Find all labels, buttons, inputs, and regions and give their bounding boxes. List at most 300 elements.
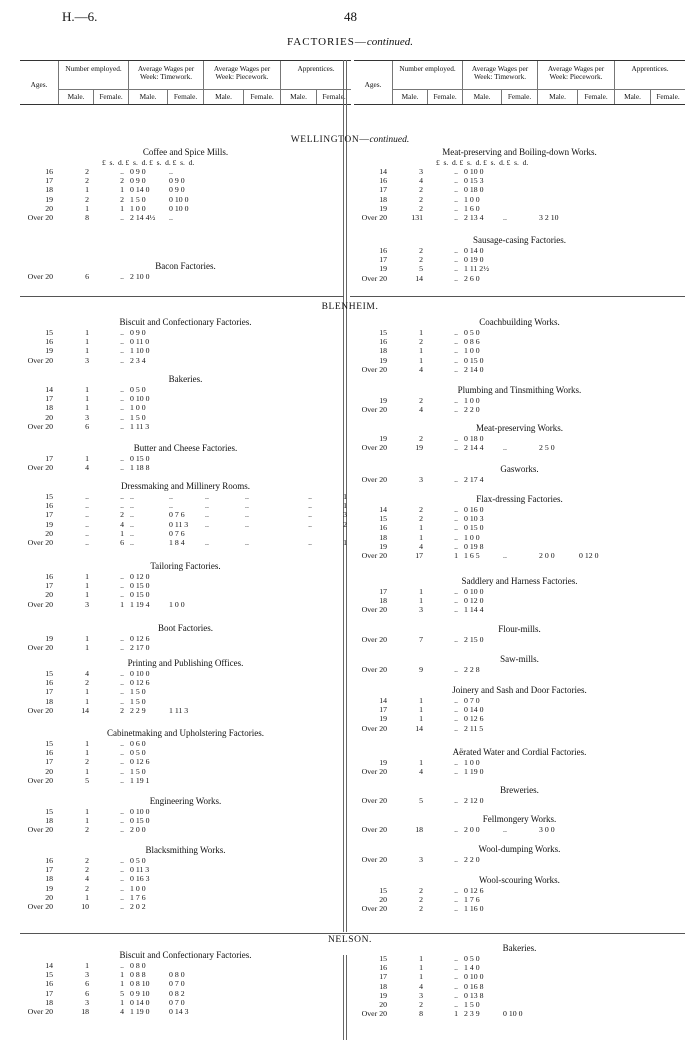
table-cell bbox=[243, 463, 280, 472]
table-row bbox=[20, 748, 351, 757]
section-title: Wool-scouring Works. bbox=[479, 875, 560, 885]
table-cell bbox=[316, 643, 351, 652]
table-cell bbox=[577, 991, 614, 1000]
table-cell bbox=[501, 904, 537, 913]
table-cell bbox=[501, 855, 537, 864]
table-cell bbox=[243, 979, 280, 988]
table-cell: .. bbox=[503, 212, 507, 222]
table-cell: 0 10 0 bbox=[464, 587, 484, 596]
table-cell bbox=[167, 572, 203, 581]
table-cell bbox=[280, 185, 316, 194]
table-cell bbox=[167, 422, 203, 431]
table-cell bbox=[243, 572, 280, 581]
table-cell: Over 20 bbox=[27, 599, 53, 609]
table-cell bbox=[316, 865, 351, 874]
table-cell bbox=[577, 337, 614, 346]
table-row bbox=[354, 356, 685, 365]
table-cell: 2 17 4 bbox=[464, 475, 484, 484]
table-cell bbox=[577, 274, 614, 283]
table-cell bbox=[280, 874, 316, 883]
table-cell bbox=[243, 884, 280, 893]
table-cell: Over 20 bbox=[361, 635, 387, 644]
table-cell bbox=[167, 385, 203, 394]
table-cell bbox=[650, 895, 685, 904]
table-cell: 2 12 0 bbox=[464, 796, 484, 805]
table-cell: 1 5 0 bbox=[130, 766, 146, 776]
table-cell bbox=[280, 697, 316, 706]
table-row bbox=[20, 970, 351, 979]
table-cell bbox=[203, 581, 243, 590]
table-cell: 2 5 0 bbox=[539, 443, 555, 453]
table-cell bbox=[243, 739, 280, 748]
table-cell: 1 bbox=[454, 1009, 458, 1019]
table-cell bbox=[203, 902, 243, 911]
table-cell: 0 14 0 bbox=[130, 997, 150, 1007]
table-cell: 4 bbox=[85, 463, 89, 473]
section-title: Saddlery and Harness Factories. bbox=[461, 576, 578, 586]
table-row bbox=[354, 991, 685, 1000]
table-cell bbox=[203, 893, 243, 902]
table-cell bbox=[537, 696, 577, 705]
table-cell bbox=[167, 697, 203, 706]
section bbox=[20, 444, 351, 472]
table-cell: 18 bbox=[379, 532, 387, 542]
table-row bbox=[20, 572, 351, 581]
table-cell bbox=[650, 696, 685, 705]
table-row bbox=[20, 272, 351, 281]
table-cell: 17 bbox=[415, 550, 423, 560]
table-cell bbox=[614, 767, 650, 776]
table-cell: 4 bbox=[85, 669, 89, 678]
table-cell: 0 8 8 bbox=[130, 970, 146, 980]
table-cell: 1 0 0 bbox=[464, 346, 480, 356]
table-cell bbox=[501, 954, 537, 963]
table-row bbox=[20, 865, 351, 874]
table-cell bbox=[203, 739, 243, 748]
table-cell: .. bbox=[120, 807, 124, 816]
table-cell: .. bbox=[205, 537, 209, 547]
table-cell bbox=[614, 167, 650, 176]
table-cell bbox=[203, 337, 243, 346]
table-cell bbox=[577, 405, 614, 414]
table-cell bbox=[316, 176, 351, 185]
table-cell bbox=[614, 724, 650, 733]
table-cell bbox=[280, 463, 316, 472]
table-cell: 3 bbox=[85, 355, 89, 365]
table-cell: 0 16 3 bbox=[130, 874, 150, 884]
table-cell: 0 9 0 bbox=[130, 176, 146, 186]
table-cell: .. bbox=[454, 532, 458, 542]
table-cell: 4 bbox=[419, 176, 423, 186]
table-cell bbox=[577, 264, 614, 273]
table-cell: 2 bbox=[419, 904, 423, 914]
table-row bbox=[20, 807, 351, 816]
table-row bbox=[20, 328, 351, 337]
table-cell: 5 bbox=[419, 796, 423, 805]
table-cell: 16 bbox=[379, 523, 387, 533]
table-cell bbox=[316, 413, 351, 422]
table-row bbox=[354, 346, 685, 355]
table-cell bbox=[280, 195, 316, 204]
table-row bbox=[20, 1007, 351, 1016]
table-row bbox=[20, 856, 351, 865]
table-cell bbox=[577, 696, 614, 705]
table-cell: 0 15 0 bbox=[130, 454, 150, 463]
col-timework: Average Wages per Week: Timework. bbox=[128, 61, 203, 89]
table-cell bbox=[316, 697, 351, 706]
table-cell bbox=[316, 970, 351, 979]
table-cell: Over 20 bbox=[361, 364, 387, 374]
table-cell: 2 bbox=[85, 167, 89, 176]
table-row bbox=[20, 195, 351, 204]
table-cell: 2 bbox=[419, 246, 423, 255]
table-cell: 1 bbox=[85, 394, 89, 404]
table-cell bbox=[614, 1009, 650, 1018]
table-cell bbox=[537, 337, 577, 346]
table-cell: Over 20 bbox=[361, 723, 387, 733]
table-cell bbox=[316, 776, 351, 785]
table-cell bbox=[203, 590, 243, 599]
table-cell: .. bbox=[454, 705, 458, 715]
table-cell: 1 bbox=[85, 687, 89, 697]
table-cell: 0 10 0 bbox=[130, 669, 150, 678]
table-cell bbox=[650, 635, 685, 644]
table-row bbox=[20, 643, 351, 652]
table-cell: 16 bbox=[379, 337, 387, 347]
table-cell bbox=[243, 167, 280, 176]
section bbox=[354, 625, 685, 644]
table-cell bbox=[577, 365, 614, 374]
table-cell: 1 0 0 bbox=[130, 203, 146, 213]
table-cell: 2 bbox=[343, 519, 347, 529]
table-cell bbox=[501, 405, 537, 414]
section bbox=[354, 318, 685, 374]
table-cell: 1 bbox=[419, 705, 423, 715]
table-cell bbox=[243, 454, 280, 463]
table-row bbox=[354, 855, 685, 864]
section bbox=[354, 815, 685, 834]
table-cell: .. bbox=[454, 963, 458, 973]
table-cell bbox=[316, 167, 351, 176]
table-cell bbox=[650, 185, 685, 194]
table-cell: 4 bbox=[120, 519, 124, 529]
section bbox=[20, 846, 351, 911]
table-cell bbox=[577, 195, 614, 204]
table-cell bbox=[614, 982, 650, 991]
table-cell: 0 9 0 bbox=[169, 185, 185, 195]
table-cell: .. bbox=[205, 501, 209, 511]
table-cell: 0 10 0 bbox=[503, 1009, 523, 1019]
table-cell bbox=[167, 413, 203, 422]
col-female: Female. bbox=[93, 89, 128, 104]
table-cell: 15 bbox=[45, 492, 53, 501]
table-cell bbox=[167, 776, 203, 785]
table-row bbox=[354, 972, 685, 981]
table-cell bbox=[577, 904, 614, 913]
table-cell bbox=[537, 505, 577, 514]
table-cell: 17 bbox=[45, 394, 53, 404]
table-cell bbox=[203, 195, 243, 204]
table-cell bbox=[167, 454, 203, 463]
table-cell: 18 bbox=[45, 185, 53, 195]
table-cell: 16 bbox=[45, 501, 53, 511]
table-cell bbox=[614, 396, 650, 405]
table-cell: 0 18 0 bbox=[464, 434, 484, 443]
table-cell: 1 bbox=[85, 696, 89, 706]
section-title: Biscuit and Confectionary Factories. bbox=[119, 950, 252, 960]
table-cell bbox=[280, 272, 316, 281]
table-cell: .. bbox=[120, 865, 124, 875]
section-title: Coachbuilding Works. bbox=[479, 317, 560, 327]
table-cell: .. bbox=[454, 981, 458, 991]
table-row bbox=[20, 825, 351, 834]
table-cell bbox=[167, 403, 203, 412]
table-cell: .. bbox=[454, 255, 458, 265]
section-title: Breweries. bbox=[500, 785, 539, 795]
table-row bbox=[20, 529, 351, 538]
table-cell bbox=[203, 706, 243, 715]
table-cell bbox=[537, 587, 577, 596]
table-cell bbox=[501, 434, 537, 443]
table-cell bbox=[243, 529, 280, 538]
col-male: Male. bbox=[128, 89, 167, 104]
table-cell: .. bbox=[85, 519, 89, 529]
table-cell: 14 bbox=[379, 505, 387, 514]
table-cell: .. bbox=[454, 972, 458, 982]
table-row bbox=[354, 328, 685, 337]
table-cell: 2 bbox=[419, 886, 423, 895]
table-row bbox=[354, 246, 685, 255]
table-cell: 5 bbox=[120, 988, 124, 998]
table-cell bbox=[650, 337, 685, 346]
table-cell bbox=[280, 961, 316, 970]
table-cell bbox=[280, 739, 316, 748]
table-cell bbox=[501, 167, 537, 176]
col-male: Male. bbox=[392, 89, 427, 104]
table-cell bbox=[280, 572, 316, 581]
table-cell: .. bbox=[245, 537, 249, 547]
table-cell bbox=[537, 274, 577, 283]
table-cell: 19 bbox=[379, 758, 387, 767]
table-cell: .. bbox=[454, 396, 458, 405]
table-cell bbox=[316, 687, 351, 696]
table-cell: 2 0 0 bbox=[464, 825, 480, 834]
section-title: Joinery and Sash and Door Factories. bbox=[452, 685, 587, 695]
table-cell bbox=[537, 514, 577, 523]
table-row bbox=[354, 1000, 685, 1009]
table-cell: 1 bbox=[85, 185, 89, 195]
table-cell bbox=[501, 724, 537, 733]
table-cell bbox=[650, 204, 685, 213]
table-cell: 20 bbox=[45, 892, 53, 902]
table-cell: 1 19 0 bbox=[130, 1006, 150, 1016]
table-cell bbox=[203, 454, 243, 463]
table-cell: 19 bbox=[379, 396, 387, 405]
table-cell: 8 bbox=[85, 212, 89, 222]
table-cell bbox=[243, 337, 280, 346]
table-cell: 0 10 3 bbox=[464, 514, 484, 524]
table-cell: .. bbox=[454, 364, 458, 374]
table-cell: 2 2 9 bbox=[130, 705, 146, 715]
table-cell bbox=[203, 403, 243, 412]
table-cell bbox=[203, 634, 243, 643]
table-cell: 1 19 0 bbox=[464, 767, 484, 777]
table-cell bbox=[203, 1007, 243, 1016]
table-cell bbox=[280, 454, 316, 463]
table-row bbox=[20, 961, 351, 970]
table-cell: 0 15 0 bbox=[464, 523, 484, 533]
table-cell bbox=[650, 475, 685, 484]
table-cell bbox=[203, 213, 243, 222]
table-row bbox=[354, 176, 685, 185]
table-cell bbox=[243, 865, 280, 874]
table-cell bbox=[614, 255, 650, 264]
section-title: Printing and Publishing Offices. bbox=[127, 658, 244, 668]
table-cell bbox=[203, 572, 243, 581]
col-number-employed: Number employed. bbox=[392, 61, 462, 89]
table-cell bbox=[537, 1000, 577, 1009]
table-cell bbox=[650, 195, 685, 204]
table-cell: 1 bbox=[419, 587, 423, 596]
page-title bbox=[0, 36, 700, 48]
table-row bbox=[354, 587, 685, 596]
section bbox=[20, 562, 351, 609]
table-cell: 0 15 0 bbox=[130, 581, 150, 591]
table-cell: 1 18 8 bbox=[130, 463, 150, 473]
table-cell bbox=[316, 989, 351, 998]
table-cell bbox=[203, 356, 243, 365]
table-cell: 0 10 0 bbox=[464, 167, 484, 176]
table-cell: .. bbox=[85, 501, 89, 511]
table-cell: 15 bbox=[45, 807, 53, 816]
table-cell bbox=[316, 385, 351, 394]
table-cell bbox=[501, 264, 537, 273]
table-cell bbox=[614, 443, 650, 452]
table-cell bbox=[280, 643, 316, 652]
table-cell: 2 bbox=[419, 434, 423, 443]
section bbox=[354, 748, 685, 776]
table-cell: 16 bbox=[379, 176, 387, 186]
table-cell: .. bbox=[454, 796, 458, 805]
table-cell: 2 0 2 bbox=[130, 901, 146, 911]
table-cell bbox=[650, 758, 685, 767]
table-cell: .. bbox=[454, 767, 458, 777]
table-row bbox=[20, 590, 351, 599]
table-row bbox=[20, 669, 351, 678]
table-row bbox=[354, 954, 685, 963]
table-cell bbox=[577, 1009, 614, 1018]
table-cell bbox=[577, 505, 614, 514]
table-cell: 1 bbox=[419, 758, 423, 767]
table-cell: 1 14 4 bbox=[464, 605, 484, 615]
table-cell bbox=[243, 590, 280, 599]
table-cell bbox=[243, 767, 280, 776]
table-cell bbox=[167, 590, 203, 599]
table-row bbox=[20, 874, 351, 883]
table-cell: .. bbox=[120, 581, 124, 591]
table-cell: .. bbox=[454, 904, 458, 914]
table-cell: 0 5 0 bbox=[130, 856, 146, 865]
table-cell: .. bbox=[454, 855, 458, 864]
table-cell: .. bbox=[503, 825, 507, 834]
table-cell bbox=[501, 895, 537, 904]
table-cell bbox=[650, 587, 685, 596]
table-cell bbox=[537, 796, 577, 805]
table-cell bbox=[167, 581, 203, 590]
table-cell: 2 bbox=[85, 825, 89, 835]
col-male: Male. bbox=[58, 89, 93, 104]
table-cell bbox=[614, 605, 650, 614]
table-cell: 1 10 0 bbox=[130, 346, 150, 356]
table-row bbox=[20, 538, 351, 547]
section-title: Bacon Factories. bbox=[155, 261, 216, 271]
table-row bbox=[20, 510, 351, 519]
table-cell bbox=[243, 816, 280, 825]
table-cell bbox=[316, 856, 351, 865]
table-cell bbox=[167, 678, 203, 687]
table-row bbox=[354, 434, 685, 443]
table-cell bbox=[537, 724, 577, 733]
table-cell: Over 20 bbox=[27, 643, 53, 653]
table-cell: 2 bbox=[85, 176, 89, 186]
table-cell: 0 9 0 bbox=[130, 167, 146, 176]
table-cell: 0 19 8 bbox=[464, 541, 484, 551]
col-male: Male. bbox=[203, 89, 243, 104]
table-cell bbox=[650, 982, 685, 991]
table-cell bbox=[577, 246, 614, 255]
table-cell bbox=[243, 213, 280, 222]
section bbox=[354, 148, 685, 222]
table-cell bbox=[501, 963, 537, 972]
table-cell bbox=[243, 204, 280, 213]
table-cell: 17 bbox=[379, 587, 387, 596]
table-cell bbox=[577, 1000, 614, 1009]
table-cell bbox=[537, 176, 577, 185]
table-cell: 2 bbox=[419, 895, 423, 905]
section bbox=[354, 495, 685, 560]
table-cell: 0 12 6 bbox=[130, 678, 150, 688]
table-cell: 1 bbox=[120, 970, 124, 980]
table-cell: 2 15 0 bbox=[464, 635, 484, 644]
table-cell: .. bbox=[85, 492, 89, 501]
table-cell bbox=[650, 714, 685, 723]
table-cell: 17 bbox=[45, 510, 53, 520]
table-cell bbox=[203, 413, 243, 422]
column-header-left bbox=[20, 60, 351, 105]
table-cell: 2 bbox=[419, 337, 423, 347]
table-cell bbox=[501, 596, 537, 605]
table-cell bbox=[577, 587, 614, 596]
table-row bbox=[20, 176, 351, 185]
table-cell bbox=[316, 600, 351, 609]
table-cell: 15 bbox=[379, 954, 387, 963]
table-cell bbox=[316, 590, 351, 599]
table-cell bbox=[577, 328, 614, 337]
table-cell bbox=[577, 758, 614, 767]
table-cell bbox=[280, 902, 316, 911]
table-cell bbox=[243, 385, 280, 394]
section-title: Meat-preserving and Boiling-down Works. bbox=[442, 147, 597, 157]
table-cell bbox=[167, 687, 203, 696]
table-cell: 10 bbox=[81, 901, 89, 911]
table-row bbox=[354, 443, 685, 452]
table-cell: .. bbox=[120, 739, 124, 748]
table-cell: 1 11 2½ bbox=[464, 264, 490, 274]
table-cell bbox=[243, 757, 280, 766]
table-cell bbox=[501, 396, 537, 405]
table-cell bbox=[537, 185, 577, 194]
table-cell: 19 bbox=[45, 634, 53, 643]
